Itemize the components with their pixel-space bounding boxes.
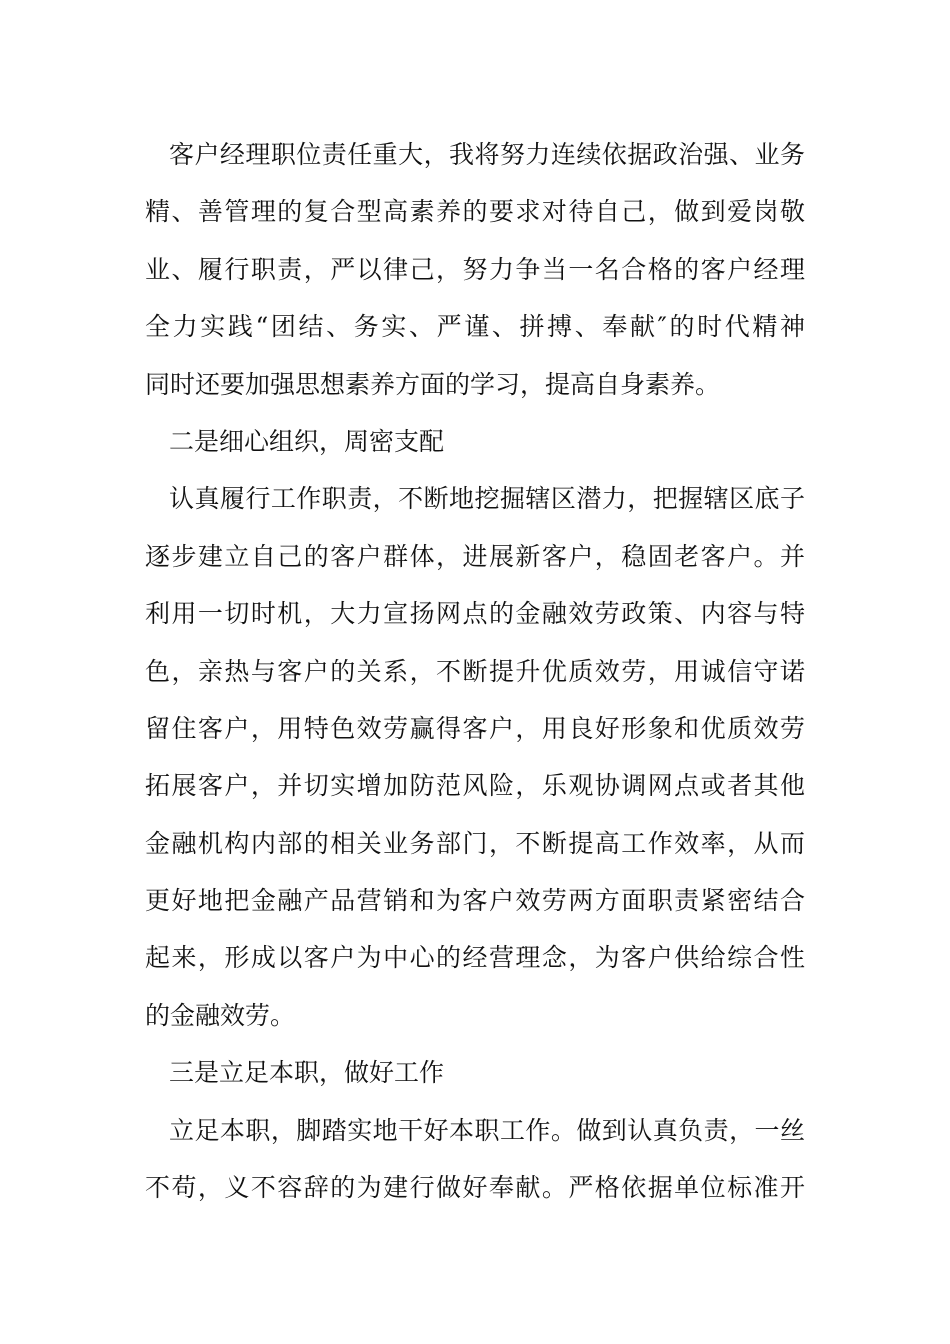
paragraph-1-line-4: 全力实践“团结、务实、严谨、拼搏、奉献″的时代精神 bbox=[145, 312, 805, 342]
paragraph-2-line-3: 利用一切时机，大力宣扬网点的金融效劳政策、内容与特 bbox=[145, 599, 805, 629]
section-heading-3: 三是立足本职，做好工作 bbox=[169, 1058, 445, 1088]
document-body bbox=[145, 126, 805, 1216]
paragraph-2-line-1: 认真履行工作职责，不断地挖掘辖区潜力，把握辖区底子 bbox=[169, 484, 805, 514]
paragraph-2-line-5: 留住客户，用特色效劳赢得客户，用良好形象和优质效劳 bbox=[145, 713, 805, 743]
paragraph-1-line-5: 同时还要加强思想素养方面的学习，提高自身素养。 bbox=[145, 369, 721, 399]
paragraph-2-line-7: 金融机构内部的相关业务部门，不断提高工作效率，从而 bbox=[145, 828, 805, 858]
paragraph-3-line-1: 立足本职，脚踏实地干好本职工作。做到认真负责，一丝 bbox=[169, 1115, 805, 1145]
paragraph-1-line-1: 客户经理职位责任重大，我将努力连续依据政治强、业务 bbox=[169, 140, 805, 169]
paragraph-2-line-8: 更好地把金融产品营销和为客户效劳两方面职责紧密结合 bbox=[145, 886, 805, 916]
paragraph-2-line-9: 起来，形成以客户为中心的经营理念，为客户供给综合性 bbox=[145, 943, 805, 973]
paragraph-2-line-2: 逐步建立自己的客户群体，进展新客户，稳固老客户。并 bbox=[145, 541, 805, 571]
paragraph-2-line-4: 色，亲热与客户的关系，不断提升优质效劳，用诚信守诺 bbox=[145, 656, 805, 686]
paragraph-2-line-10: 的金融效劳。 bbox=[145, 1000, 296, 1030]
paragraph-2-line-6: 拓展客户，并切实增加防范风险，乐观协调网点或者其他 bbox=[145, 771, 805, 801]
paragraph-1-line-2: 精、善管理的复合型高素养的要求对待自己，做到爱岗敬 bbox=[145, 197, 805, 227]
paragraph-3-line-2: 不苟，义不容辞的为建行做好奉献。严格依据单位标准开 bbox=[145, 1173, 805, 1203]
paragraph-1-line-3: 业、履行职责，严以律己，努力争当一名合格的客户经理 bbox=[145, 254, 805, 284]
section-heading-2: 二是细心组织，周密支配 bbox=[169, 426, 445, 456]
